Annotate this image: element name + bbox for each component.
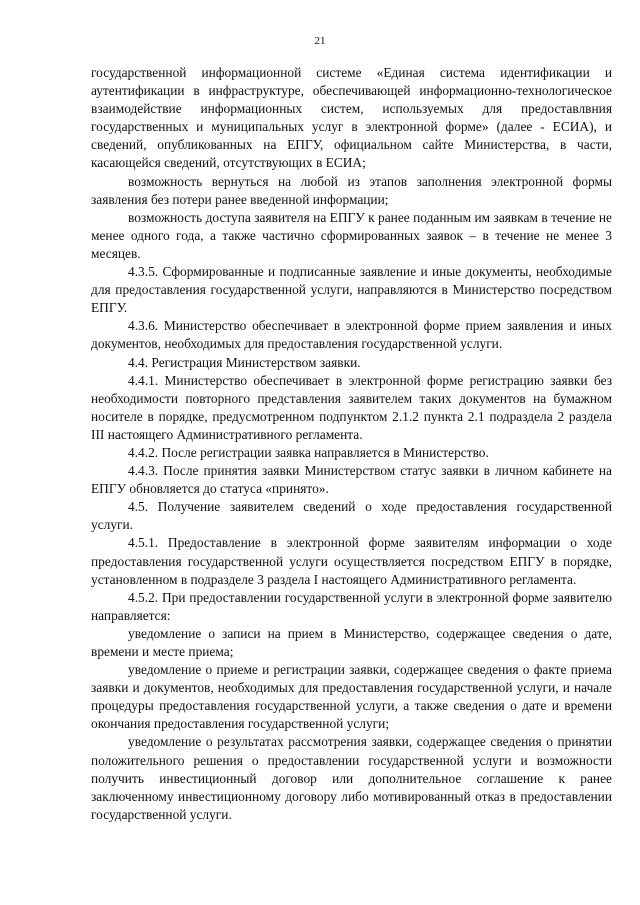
paragraph: 4.4. Регистрация Министерством заявки.: [128, 354, 361, 370]
paragraph: уведомление о приеме и регистрации заявки, содержащее сведения о факте приема заявки и документов, необходимых для предоставления государственной услуги, и начале процедуры предоставления государственной услуги, а также сведения о дате и времени окончания предоставления государственной услуги;: [91, 662, 612, 732]
paragraph: 4.5.1. Предоставление в электронной форме заявителям информации о ходе предоставления государственной услуги осуществляется посредством ЕПГУ в порядке, установленном в подразделе 3 раздела I настоящего Административного регламента.: [91, 535, 612, 587]
paragraph: 4.3.5. Сформированные и подписанные заявление и иные документы, необходимые для предоставления государственной услуги, направляются в Министерство посредством ЕПГУ.: [91, 264, 612, 316]
paragraph: государственной информационной системе «Единая система идентификации и аутентификации в инфраструктуре, обеспечивающей информационно-технологическое взаимодействие информационных систем, используемых для предоставлвния государственных и муниципальных услуг в электронной форме» (далее - ЕСИА), и сведений, опубликованных на ЕПГУ, официальном сайте Министерства, в части, касающейся сведений, отсутствующих в ЕСИА;: [91, 65, 612, 171]
paragraph: 4.4.3. После принятия заявки Министерством статус заявки в личном кабинете на ЕПГУ обновляется до статуса «принято».: [91, 463, 612, 497]
paragraph: 4.3.6. Министерство обеспечивает в электронной форме прием заявления и иных документов, необходимых для предоставления государственной услуги.: [91, 318, 612, 352]
paragraph: возможность вернуться на любой из этапов заполнения электронной формы заявления без потери ранее введенной информации;: [91, 173, 612, 207]
document-body: [91, 64, 612, 824]
paragraph: 4.4.1. Министерство обеспечивает в электронной форме регистрацию заявки без необходимости повторного представления заявителем таких документов на бумажном носителе в порядке, предусмотренном подпунктом 2.1.2 пункта 2.1 подраздела 2 раздела III настоящего Административного регламента.: [91, 372, 612, 442]
paragraph: возможность доступа заявителя на ЕПГУ к ранее поданным им заявкам в течение не менее одного года, а также частично сформированных заявок – в течение не менее 3 месяцев.: [91, 209, 612, 261]
page-number: 21: [314, 35, 326, 47]
paragraph: 4.5. Получение заявителем сведений о ходе предоставления государственной услуги.: [91, 499, 612, 533]
paragraph: 4.4.2. После регистрации заявка направляется в Министерство.: [128, 444, 489, 460]
paragraph: 4.5.2. При предоставлении государственной услуги в электронной форме заявителю направляется:: [91, 589, 612, 623]
paragraph: уведомление о записи на прием в Министерство, содержащее сведения о дате, времени и месте приема;: [91, 625, 612, 659]
paragraph: уведомление о результатах рассмотрения заявки, содержащее сведения о принятии положительного решения о предоставлении государственной услуги и возможности получить инвестиционный договор или дополнительное соглашение к ранее заключенному инвестиционному договору либо мотивированный отказ в предоставлении государственной услуги.: [91, 734, 612, 822]
